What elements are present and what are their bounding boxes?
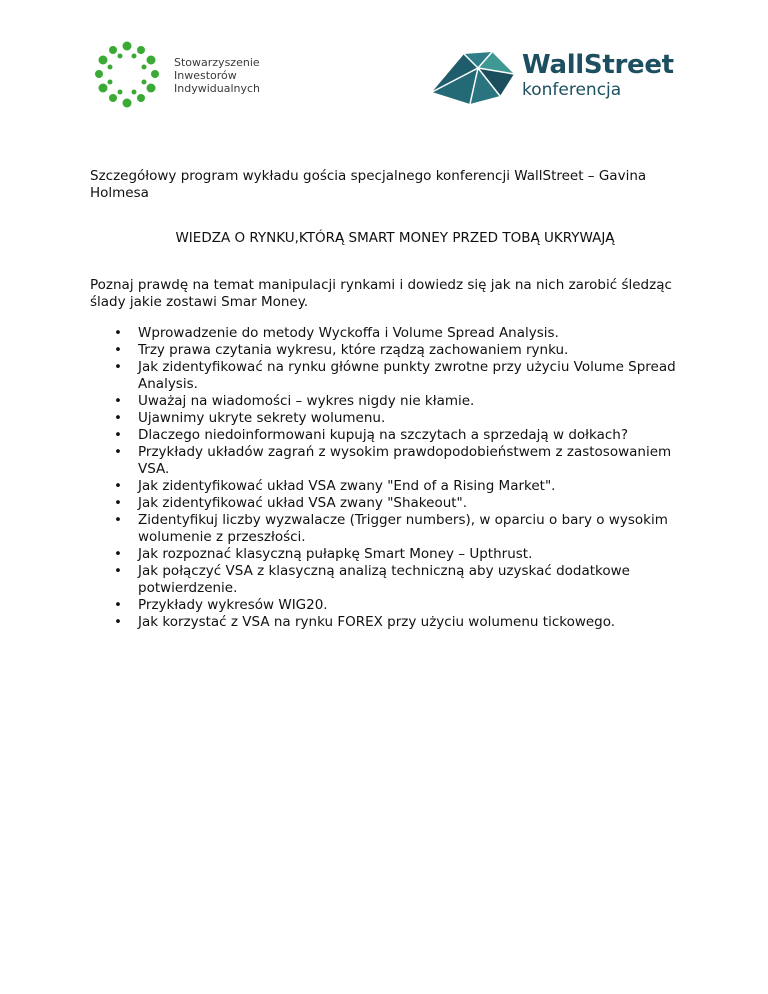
list-item (90, 563, 680, 597)
list-item-text: Przykłady układów zagrań z wysokim prawdopodobieństwem z zastosowaniem VSA. (138, 444, 672, 477)
bullet-icon: • (114, 359, 122, 375)
bullet-icon: • (114, 444, 122, 460)
sii-logo-text (174, 56, 260, 95)
document-intro-title: Szczegółowy program wykładu gościa specjalnego konferencji WallStreet – Gavina Holmesa (90, 168, 647, 201)
list-item-text: Przykłady wykresów WIG20. (138, 597, 328, 613)
bullet-icon: • (114, 478, 122, 494)
list-item (90, 597, 680, 614)
bullet-icon: • (114, 325, 122, 341)
document-body (90, 168, 680, 631)
list-item (90, 512, 680, 546)
list-item (90, 427, 680, 444)
sii-logo-mark-icon (92, 40, 162, 110)
bullet-icon: • (114, 495, 122, 511)
list-item-text: Jak połączyć VSA z klasyczną analizą techniczną aby uzyskać dodatkowe potwierdzenie. (138, 563, 630, 596)
bullet-icon: • (114, 563, 122, 579)
list-item (90, 342, 680, 359)
wallstreet-logo-title: WallStreet (522, 50, 674, 80)
list-item-text: Wprowadzenie do metody Wyckoffa i Volume Spread Analysis. (138, 325, 559, 341)
sii-logo-line: Inwestorów (174, 69, 237, 82)
bullet-icon: • (114, 393, 122, 409)
topics-list (90, 325, 680, 631)
list-item (90, 393, 680, 410)
wallstreet-logo-subtitle: konferencja (522, 80, 622, 100)
bullet-icon: • (114, 410, 122, 426)
list-item-text: Zidentyfikuj liczby wyzwalacze (Trigger numbers), w oparciu o bary o wysokim wolumenie z przeszłości. (138, 512, 668, 545)
bullet-icon: • (114, 342, 122, 358)
list-item-text: Jak zidentyfikować układ VSA zwany "End of a Rising Market". (138, 478, 556, 494)
list-item (90, 614, 680, 631)
sii-logo-line: Indywidualnych (174, 82, 261, 95)
document-lead: Poznaj prawdę na temat manipulacji rynkami i dowiedz się jak na nich zarobić śledząc ślady jakie zostawi Smar Money. (90, 277, 672, 310)
bullet-icon: • (114, 614, 122, 630)
list-item-text: Ujawnimy ukryte sekrety wolumenu. (138, 410, 386, 426)
list-item-text: Jak zidentyfikować układ VSA zwany "Shakeout". (138, 495, 468, 511)
list-item (90, 495, 680, 512)
list-item (90, 410, 680, 427)
list-item-text: Jak zidentyfikować na rynku główne punkty zwrotne przy użyciu Volume Spread Analysis. (138, 359, 676, 392)
document-heading: WIEDZA O RYNKU,KTÓRĄ SMART MONEY PRZED TOBĄ UKRYWAJĄ (175, 230, 615, 246)
page-header (0, 30, 768, 120)
list-item (90, 444, 680, 478)
wallstreet-logo-mark-icon (430, 48, 516, 106)
list-item-text: Dlaczego niedoinformowani kupują na szczytach a sprzedają w dołkach? (138, 427, 628, 443)
bullet-icon: • (114, 427, 122, 443)
sii-logo-line: Stowarzyszenie (174, 56, 260, 69)
bullet-icon: • (114, 597, 122, 613)
list-item-text: Jak rozpoznać klasyczną pułapkę Smart Money – Upthrust. (138, 546, 533, 562)
list-item (90, 546, 680, 563)
list-item-text: Uważaj na wiadomości – wykres nigdy nie kłamie. (138, 393, 475, 409)
list-item-text: Jak korzystać z VSA na rynku FOREX przy użyciu wolumenu tickowego. (138, 614, 616, 630)
list-item (90, 325, 680, 342)
list-item (90, 478, 680, 495)
list-item (90, 359, 680, 393)
wallstreet-logo (430, 48, 680, 108)
bullet-icon: • (114, 512, 122, 528)
sii-logo (92, 40, 272, 110)
bullet-icon: • (114, 546, 122, 562)
list-item-text: Trzy prawa czytania wykresu, które rządzą zachowaniem rynku. (138, 342, 569, 358)
